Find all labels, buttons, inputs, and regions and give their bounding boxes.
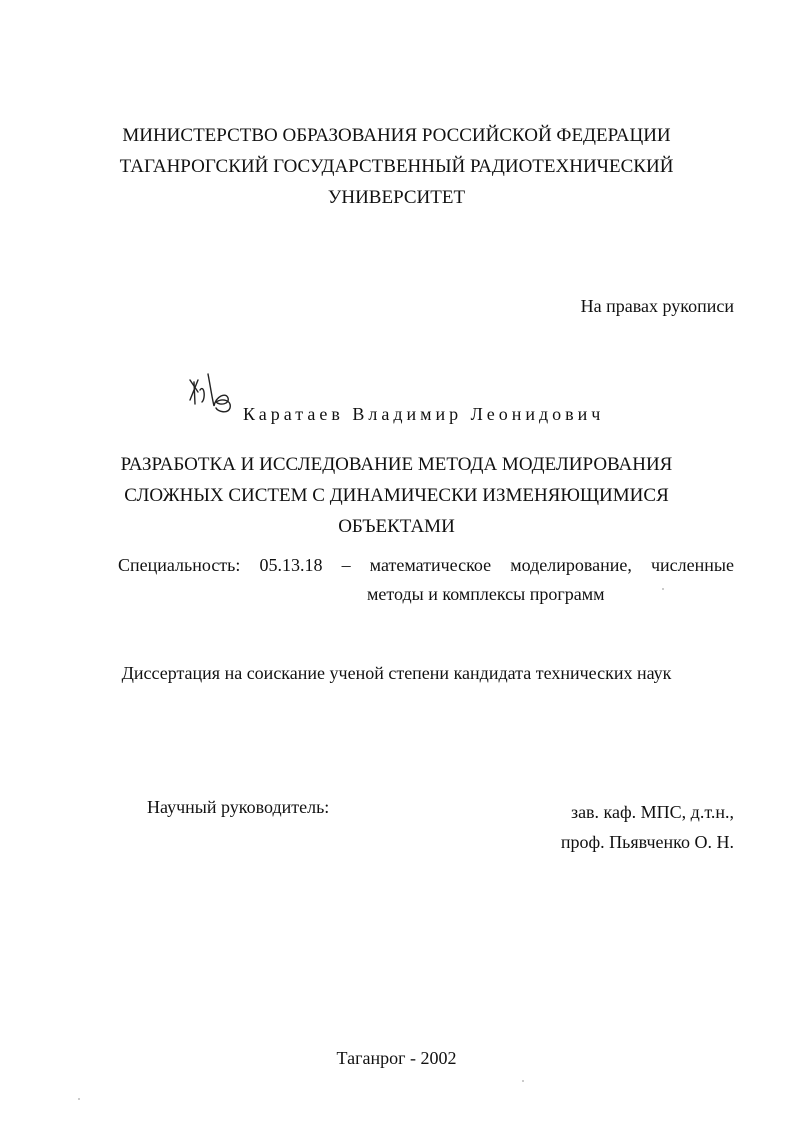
ministry-header [0,120,793,213]
specialty-line-2: методы и комплексы программ [367,584,605,604]
scan-speck [522,1080,524,1082]
title-line-2: СЛОЖНЫХ СИСТЕМ С ДИНАМИЧЕСКИ ИЗМЕНЯЮЩИМИСЯ [124,485,669,506]
supervisor-name: проф. Пьявченко О. Н. [560,832,734,852]
supervisor-info [561,797,734,857]
manuscript-rights-note: На правах рукописи [580,296,734,316]
handwritten-signature-icon [186,370,238,416]
title-line-3: ОБЪЕКТАМИ [338,516,455,537]
specialty-dash: – [341,555,351,575]
specialty-label: Специальность: [118,555,241,575]
supervisor-label: Научный руководитель: [147,797,330,817]
scan-speck [78,1098,80,1100]
title-line-1: РАЗРАБОТКА И ИССЛЕДОВАНИЕ МЕТОДА МОДЕЛИРОВАНИЯ [120,454,673,475]
specialty-word-3: численные [650,555,734,575]
specialty-word-2: моделирование, [510,555,632,575]
ministry-line-1: МИНИСТЕРСТВО ОБРАЗОВАНИЯ РОССИЙСКОЙ ФЕДЕРАЦИИ [122,125,671,146]
specialty-line [118,555,734,576]
scan-speck [662,588,664,590]
ministry-line-3: УНИВЕРСИТЕТ [327,187,466,208]
dissertation-title [0,449,793,542]
supervisor-position: зав. каф. МПС, д.т.н., [570,802,734,822]
dissertation-degree-statement: Диссертация на соискание ученой степени кандидата технических наук [121,663,672,683]
author-name: Каратаев Владимир Леонидович [243,404,605,424]
city-year: Таганрог - 2002 [336,1048,457,1068]
specialty-code: 05.13.18 [259,555,323,575]
ministry-line-2: ТАГАНРОГСКИЙ ГОСУДАРСТВЕННЫЙ РАДИОТЕХНИЧЕСКИЙ [119,156,674,177]
specialty-word-1: математическое [369,555,492,575]
